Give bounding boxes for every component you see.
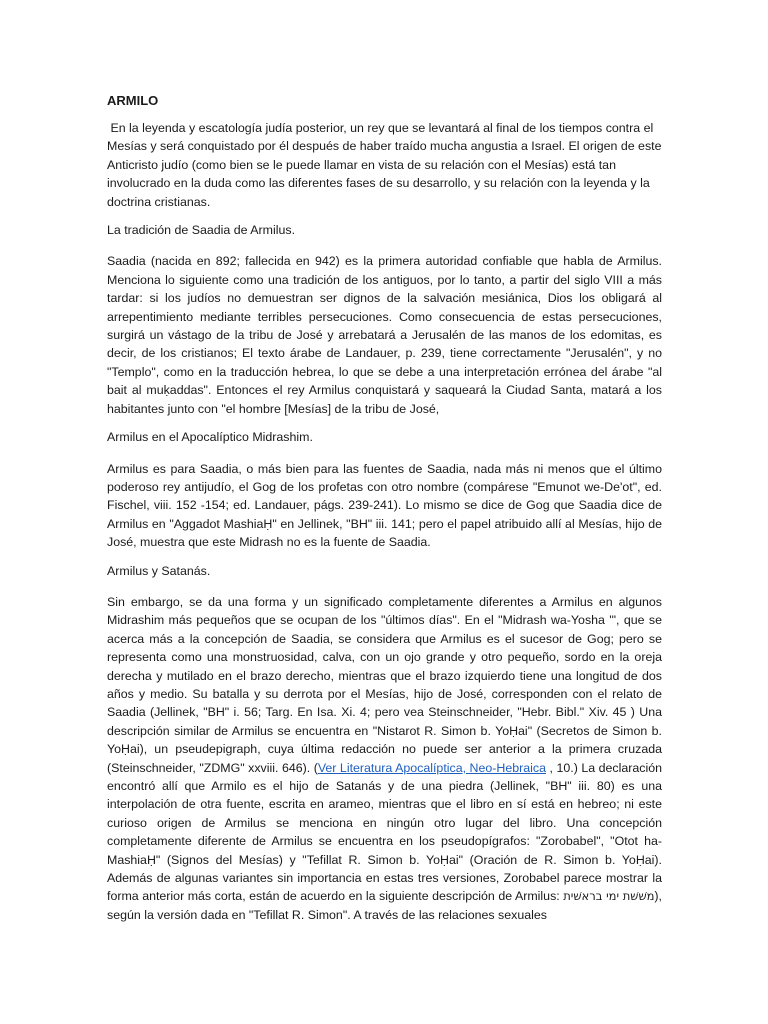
midrashim-paragraph: Armilus es para Saadia, o más bien para las fuentes de Saadia, nada más ni menos que el último poderoso rey antijudío, el Gog de los profetas con otro nombre (compárese "Emunot we-De'ot", ed. Fischel, viii. 152 -154; ed. Landauer, págs. 239-241). Lo mismo se dice de Gog que Saadia dice de Armilus en "Aggadot MashiaḤ" en Jellinek, "BH" iii. 141; pero el papel atribuido allí al Mesías, hijo de José, muestra que este Midrash no es la fuente de Saadia. xyxy=(107,461,662,550)
intro-text: En la leyenda y escatología judía posterior, un rey que se levantará al final de los tiempos contra el Mesías y será conquistado por él después de haber traído mucha angustia a Israel. El origen de este Anticristo judío (como bien se le puede llamar en vista de su relación con el Mesías) está tan involucrado en la duda como las diferentes fases de su desarrollo, y su relación con la leyenda y la doctrina cristianas. xyxy=(107,121,662,209)
apocalyptic-literature-link[interactable]: Ver Literatura Apocalíptica, Neo-Hebraica xyxy=(317,760,547,775)
intro-paragraph xyxy=(107,119,662,211)
hebrew-phrase: משׁשׁת ימי בראשׁית xyxy=(563,889,655,904)
document-title: ARMILO xyxy=(107,93,159,108)
saadia-paragraph: Saadia (nacida en 892; fallecida en 942) es la primera autoridad confiable que habla de Armilus. Menciona lo siguiente como una tradición de los antiguos, por lo tanto, a partir del siglo VIII a más tardar: si los judíos no demuestran ser dignos de la salvación mesiánica, Dios los obligará al arrepentimiento mediante terribles persecuciones. Como consecuencia de estas persecuciones, surgirá un vástago de la tribu de José y arrebatará a Jerusalén de las manos de los edomitas, es decir, de los cristianos; El texto árabe de Landauer, p. 239, tiene correctamente "Jerusalén", y no "Templo", como en la traducción hebrea, lo que se debe a una interpretación errónea del árabe "al bait al muḳaddas". Entonces el rey Armilus conquistará y saqueará la Ciudad Santa, matará a los habitantes junto con "el hombre [Mesías] de la tribu de José, xyxy=(107,254,662,416)
satan-text-part-3: ), según la versión dada en "Tefillat R. Simon". A través de las relaciones sexuales xyxy=(107,889,662,922)
section-heading-satan: Armilus y Satanás. xyxy=(107,563,211,578)
satan-text-part-1: Sin embargo, se da una forma y un significado completamente diferentes a Armilus en algunos Midrashim más pequeños que se ocupan de los "últimos días". En el "Midrash wa-Yosha '", que se acerca más a la concepción de Saadia, se considera que Armilus es el sucesor de Gog; pero se representa como una monstruosidad, calva, con un ojo grande y otro pequeño, sordo en la oreja derecha y mutilado en el brazo derecho, mientras que el brazo izquierdo tiene una longitud de dos años y medio. Su batalla y su derrota por el Mesías, hijo de José, corresponden con el relato de Saadia (Jellinek, "BH" i. 56; Targ. En Isa. Xi. 4; pero vea Steinschneider, "Hebr. Bibl." Xiv. 45 ) Una descripción similar de Armilus se encuentra en "Nistarot R. Simon b. YoḤai" (Secretos de Simon b. YoḤai), un pseudepigraph, cuya última redacción no puede ser anterior a la primera cruzada (Steinschneider, "ZDMG" xxviii. 646). ( xyxy=(107,594,662,775)
section-heading-saadia: La tradición de Saadia de Armilus. xyxy=(107,223,296,238)
section-heading-midrashim: Armilus en el Apocalíptico Midrashim. xyxy=(107,430,313,445)
satan-paragraph xyxy=(107,593,662,924)
satan-text-part-2: , 10.) La declaración encontró allí que Armilo es el hijo de Satanás y de una piedra (Jellinek, "BH" iii. 80) es una interpolación de otra fuente, escrita en arameo, mientras que el libro en sí está en hebreo; ni este curioso origen de Armilus se menciona en ningún otro lugar del libro. Una concepción completamente diferente de Armilus se encuentra en los pseudopígrafos: "Zorobabel", "Otot ha-MashiaḤ" (Signos del Mesías) y "Tefillat R. Simon b. YoḤai" (Oración de R. Simon b. YoḤai). Además de algunas variantes sin importancia en estas tres versiones, Zorobabel parece mostrar la forma anterior más corta, están de acuerdo en la siguiente descripción de Armilus: xyxy=(107,760,662,904)
